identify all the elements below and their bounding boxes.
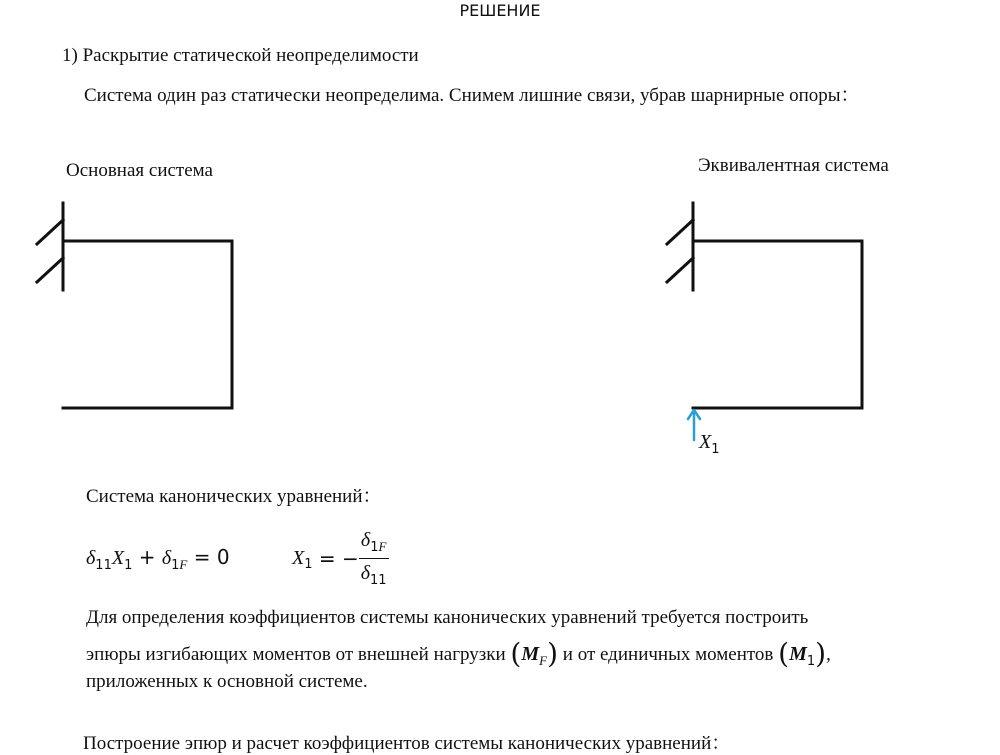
paragraph-line-2-c: , [826, 644, 831, 665]
eq-x: X [111, 547, 125, 569]
support-hatch-bottom-eq [667, 258, 693, 282]
paragraph-line-1: Для определения коэффициентов системы канонических уравнений требуется построить [86, 607, 809, 628]
section-title: 1) Раскрытие статической неопределимости [62, 45, 419, 66]
basic-frame [63, 241, 232, 408]
m1-sub: 1 [806, 654, 816, 669]
support-hatch-top-eq [667, 220, 693, 244]
eq-x-sub: 1 [124, 558, 133, 573]
equivalent-system-label: Эквивалентная система [698, 155, 889, 176]
eq-equals-zero: = 0 [187, 545, 230, 569]
sol-x-sub: 1 [304, 557, 313, 573]
eq-delta-2: δ [161, 547, 172, 569]
paragraph-line-2-a: эпюры изгибающих моментов от внешней нагрузки [86, 644, 506, 665]
sol-equals-minus: = − [312, 546, 359, 571]
solution-equation [292, 529, 389, 588]
next-section-title: Построение эпюр и расчет коэффициентов системы канонических уравнений： [83, 733, 731, 754]
mf-sub: F [539, 653, 548, 668]
eq-delta-1: δ [86, 547, 96, 569]
sol-x: X [292, 547, 305, 569]
basic-system-diagram [37, 203, 232, 408]
eq-sub-11: 11 [95, 558, 112, 573]
m1-symbol: M [789, 643, 807, 665]
paragraph-line-2: эпюры изгибающих моментов от внешней нагрузки $(M_F)$ и от единичных моментов $(M_1)$, [86, 637, 831, 670]
support-hatch-bottom [37, 258, 63, 282]
sol-numerator: $\delta_{1F}$ [359, 529, 389, 559]
equivalent-system-diagram [667, 203, 862, 408]
eq-plus: + [132, 545, 162, 569]
mf-symbol: M [521, 643, 540, 665]
canonical-equation [86, 545, 230, 573]
basic-system-label: Основная система [66, 160, 213, 181]
force-label [699, 431, 720, 457]
sol-denominator: $\delta_{11}$ [360, 562, 387, 588]
sol-fraction [359, 529, 389, 588]
equivalent-frame [693, 241, 862, 408]
intro-text: Система один раз статически неопределима. Снимем лишние связи, убрав шарнирные опоры： [84, 85, 860, 106]
eq-sub-f: F [179, 557, 188, 572]
equations-title: Система канонических уравнений： [86, 486, 382, 507]
force-index: 1 [711, 442, 720, 457]
paragraph-line-2-b: и от единичных моментов [562, 644, 774, 665]
support-hatch-top [37, 220, 63, 244]
paragraph-line-3: приложенных к основной системе. [86, 671, 368, 692]
page-heading: РЕШЕНИЕ [459, 1, 541, 20]
force-symbol: X [699, 431, 712, 453]
eq-sub-1: 1 [171, 558, 180, 573]
